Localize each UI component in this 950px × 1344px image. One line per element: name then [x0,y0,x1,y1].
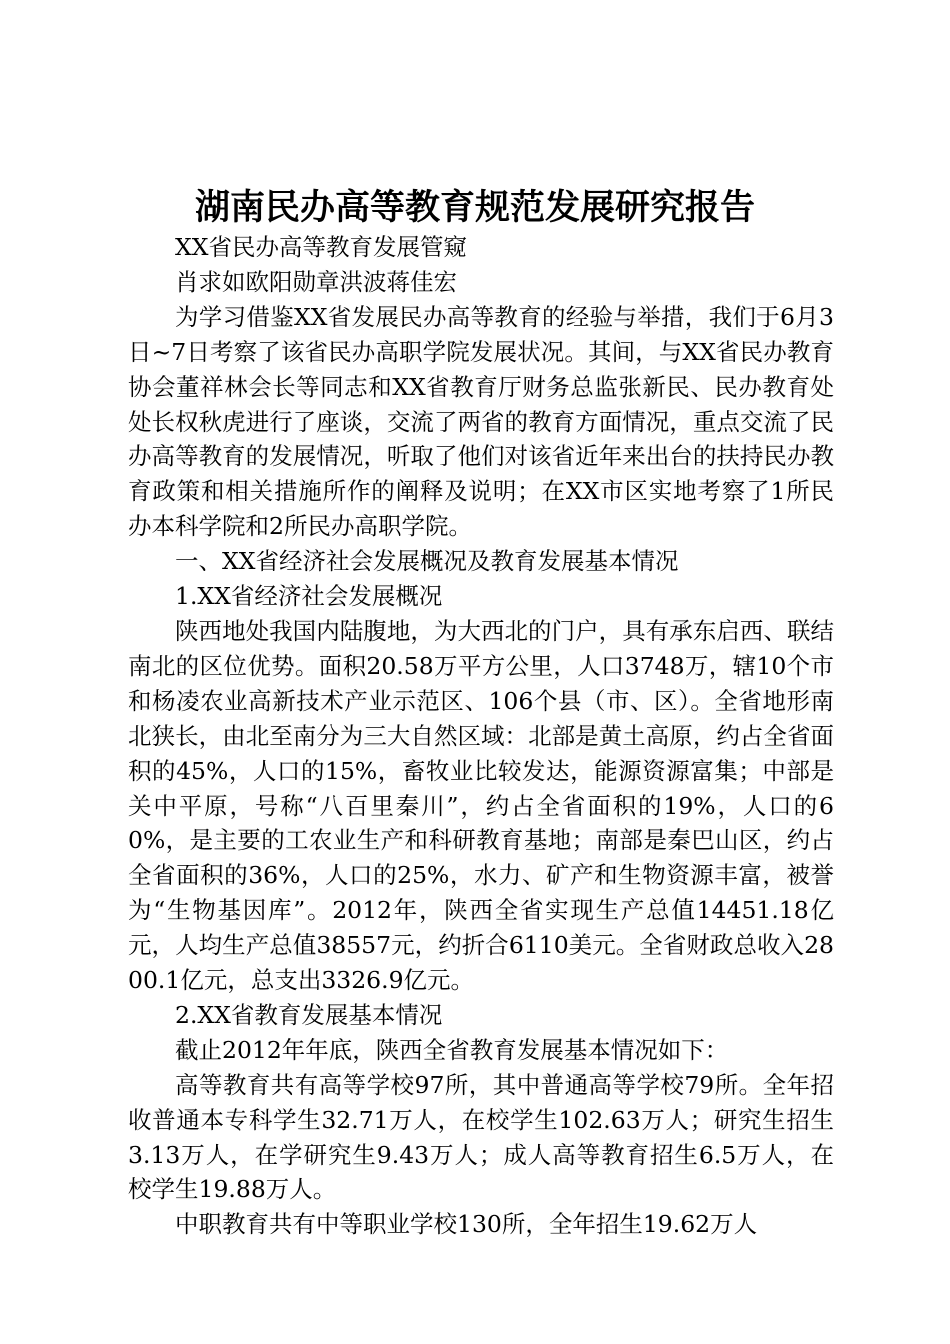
paragraph-authors: 肖求如欧阳勋章洪波蒋佳宏 [175,267,457,296]
document-body [128,230,834,1242]
document-title: 湖南民办高等教育规范发展研究报告 [194,187,755,228]
paragraph-education-intro: 截止2012年年底，陕西全省教育发展基本情况如下： [175,1035,729,1064]
paragraph-vocational-education: 中职教育共有中等职业学校130所，全年招生19.62万人 [175,1210,758,1239]
paragraph-subtitle: XX省民办高等教育发展管窥 [175,233,467,261]
section-heading-1: 一、XX省经济社会发展概况及教育发展基本情况 [175,547,679,576]
paragraph-higher-education: 高等教育共有高等学校97所，其中普通高等学校79所。全年招收普通本专科学生32.71万人，在校学生102.63万人；研究生招生3.13万人，在学研究生9.43万人；成人高等教育招生6.5万人，在校学生19.88万人。 [128,1070,834,1204]
subsection-heading-1-2: 2.XX省教育发展基本情况 [175,1000,443,1029]
paragraph-economy: 陕西地处我国内陆腹地，为大西北的门户，具有承东启西、联结南北的区位优势。面积20.58万平方公里，人口3748万，辖10个市和杨凌农业高新技术产业示范区、106个县（市、区）。全省地形南北狭长，由北至南分为三大自然区域：北部是黄土高原，约占全省面积的45%，人口的15%，畜牧业比较发达，能源资源富集；中部是关中平原，号称“八百里秦川”，约占全省面积的19%，人口的60%，是主要的工农业生产和科研教育基地；南部是秦巴山区，约占全省面积的36%，人口的25%，水力、矿产和生物资源丰富，被誉为“生物基因库”。2012年，陕西全省实现生产总值14451.18亿元，人均生产总值38557元，约折合6110美元。全省财政总收入2800.1亿元，总支出3326.9亿元。 [128,616,834,995]
subsection-heading-1-1: 1.XX省经济社会发展概况 [175,582,443,611]
paragraph-intro: 为学习借鉴XX省发展民办高等教育的经验与举措，我们于6月3日~7日考察了该省民办高职学院发展状况。其间，与XX省民办教育协会董祥林会长等同志和XX省教育厅财务总监张新民、民办教育处处长权秋虎进行了座谈，交流了两省的教育方面情况，重点交流了民办高等教育的发展情况，听取了他们对该省近年来出台的扶持民办教育政策和相关措施所作的阐释及说明；在XX市区实地考察了1所民办本科学院和2所民办高职学院。 [128,302,834,541]
